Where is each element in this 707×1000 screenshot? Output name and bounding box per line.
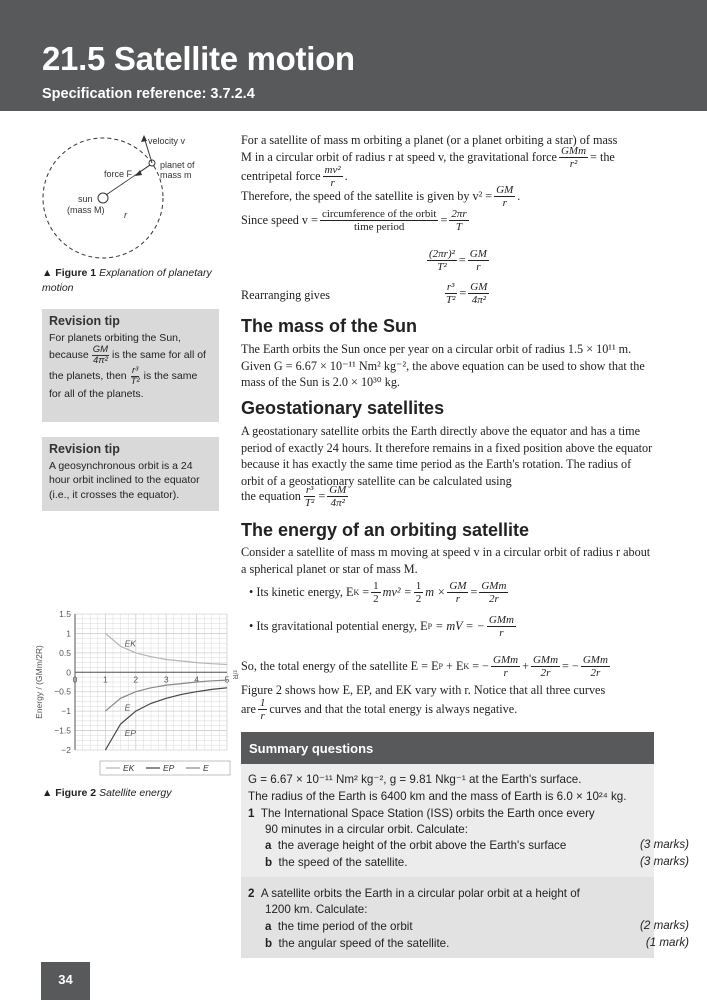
curves-line <box>241 697 517 722</box>
tip1-gm-fraction <box>92 345 109 366</box>
speed-2pir-den: T <box>455 221 463 233</box>
geo-left-num: r³ <box>305 484 314 496</box>
geostationary-equation <box>241 484 350 509</box>
tip1-r3: r³ <box>131 365 139 376</box>
series-label-ek: EK <box>124 638 136 649</box>
ke-m: m × <box>425 585 446 599</box>
te-f2-num: GMm <box>532 654 559 666</box>
eq1-right-fraction <box>468 248 489 273</box>
y-tick-label: 0.5 <box>59 647 71 658</box>
te-plus: + <box>522 659 529 673</box>
revision-tip-1-title: Revision tip <box>49 314 120 328</box>
speed-circ-den: time period <box>354 221 405 233</box>
intro-line-4b: . <box>517 189 521 203</box>
ke-gmm-2r-den: 2r <box>489 593 499 605</box>
question-2b <box>265 936 449 952</box>
speed-circ-fraction <box>320 208 439 233</box>
tip1-same-all: is the same for all of <box>112 349 206 362</box>
question-1-text-2: 90 minutes in a circular orbit. Calculate: <box>265 823 468 836</box>
te-eq: = − <box>472 659 490 673</box>
legend-label-ep: EP <box>163 763 175 773</box>
ke-eq: = <box>362 585 370 599</box>
question-2a-label: a <box>265 920 272 933</box>
speed-sq-den: r <box>502 197 507 209</box>
speed-circ-num: circumference of the orbit <box>321 208 437 220</box>
figure-1-caption-text: Explanation of planetary motion <box>42 267 212 294</box>
tip1-row3 <box>49 366 212 387</box>
te-sub1: P <box>438 662 443 671</box>
speed-2pir-num: 2πr <box>451 208 467 220</box>
heading-mass-of-sun: The mass of the Sun <box>241 316 418 336</box>
geo-right-fraction <box>327 484 348 509</box>
given-constants: G = 6.67 × 10⁻¹¹ Nm² kg⁻², g = 9.81 Nkg⁻¹ at the Earth's surface. <box>248 773 582 786</box>
geo-left-fraction <box>303 484 316 509</box>
x-tick-label: 2 <box>133 674 139 685</box>
revision-tip-2 <box>42 437 219 511</box>
y-axis-label: Energy / (GMm/2R) <box>34 645 44 719</box>
radius-label: r <box>124 210 127 220</box>
figure-2-caption-text: Satellite energy <box>99 787 172 799</box>
geostationary-text: A geostationary satellite orbits the Earth directly above the equator and has a time period of exactly 24 hours. It therefore remains in a fixed position above the equator because it has exactly the same time period as the Earth's rotation. The radius of orbit of a geostationary satellite can be calculated using <box>241 424 653 488</box>
question-1b-marks: (3 marks) <box>640 855 689 868</box>
legend-label-e: E <box>203 763 209 773</box>
tip1-row2 <box>49 345 212 366</box>
ke-gm-r-num: GM <box>449 580 467 592</box>
te-f2 <box>531 654 560 679</box>
one-over-r <box>258 697 268 722</box>
te-f2-den: 2r <box>540 667 551 679</box>
speed-2pir-fraction <box>449 208 468 233</box>
te-sub2: K <box>463 662 470 671</box>
question-2 <box>248 886 580 902</box>
geo-eq-sign: = <box>318 489 326 503</box>
speed-sq-fraction <box>494 184 515 209</box>
x-tick-label: 0 <box>72 674 78 685</box>
geo-left-den: T² <box>304 497 315 509</box>
intro-line-5 <box>241 208 471 233</box>
ke-half-1-den: 2 <box>373 593 379 605</box>
question-1-number: 1 <box>248 807 255 820</box>
speed-eq-sign: = <box>440 213 448 227</box>
y-tick-label: −2 <box>61 745 71 755</box>
tip1-gm-num: GM <box>92 344 109 355</box>
eq1-eq-sign: = <box>458 253 466 267</box>
tip1-last: for all of the planets. <box>49 388 144 400</box>
geo-eq-prefix: the equation <box>241 489 301 503</box>
page-header <box>0 0 707 111</box>
spec-reference: Specification reference: 3.7.2.4 <box>42 86 255 102</box>
tip1-planets-then: the planets, then <box>49 370 127 383</box>
figure-2-caption <box>42 786 171 801</box>
intro-line-4 <box>241 184 520 209</box>
sun-label: sun <box>78 194 93 204</box>
pe-num: GMm <box>488 614 514 626</box>
figure-2-label: ▲ Figure 2 <box>42 787 97 799</box>
intro-line-1: For a satellite of mass m orbiting a planet (or a planet orbiting a star) of mass <box>241 133 618 147</box>
x-tick-label: 1 <box>103 674 108 685</box>
force-label: force F <box>104 169 133 179</box>
eq1-right-den: r <box>476 261 481 273</box>
eq2-eq-sign: = <box>459 286 467 300</box>
eq2-left-fraction <box>444 281 457 306</box>
figure-1-caption <box>42 266 222 296</box>
intro-line-2b: = the <box>590 150 615 164</box>
ke-half-1-num: 1 <box>373 580 379 592</box>
question-1b-label: b <box>265 856 273 869</box>
series-label-ep: EP <box>124 727 136 738</box>
tip1-because: because <box>49 349 89 362</box>
total-energy-line <box>241 654 612 679</box>
ke-half-2-den: 2 <box>415 593 422 605</box>
equation-1 <box>425 248 491 273</box>
ke-mv: mv² = <box>382 585 412 599</box>
question-1-text: The International Space Station (ISS) orbits the Earth once every <box>260 807 595 820</box>
grav-force-fraction <box>559 145 588 170</box>
velocity-arrowhead <box>141 135 147 142</box>
y-tick-label: 1 <box>66 628 71 639</box>
pe-den: r <box>499 627 504 639</box>
geo-right-den: 4π² <box>330 497 345 509</box>
ke-half-2-num: 1 <box>415 580 422 592</box>
question-2b-marks: (1 mark) <box>645 936 689 949</box>
eq2-right-den: 4π² <box>471 294 486 306</box>
eq2-right-num: GM <box>470 281 488 293</box>
question-2-text-2: 1200 km. Calculate: <box>265 903 368 916</box>
x-tick-label: 5 <box>224 674 230 685</box>
eq2-left-num: r³ <box>446 281 455 293</box>
potential-energy-bullet <box>249 614 518 639</box>
energy-intro-text: Consider a satellite of mass m moving at speed v in a circular orbit of radius r about a spherical planet or star of mass M. <box>241 545 651 576</box>
summary-heading: Summary questions <box>241 732 654 764</box>
intro-line-5a: Since speed v = <box>241 213 318 227</box>
eq1-left-num: (2πr)² <box>429 248 455 260</box>
rearranging-text: Rearranging gives <box>241 288 331 302</box>
question-1a-marks: (3 marks) <box>640 838 689 851</box>
pe-eq: = mV = − <box>435 619 485 633</box>
te-f1-num: GMm <box>493 654 519 666</box>
intro-line-3a: centripetal force <box>241 169 321 183</box>
planet-label: planet of <box>160 160 195 170</box>
pe-sub: P <box>427 622 433 631</box>
given-earth: The radius of the Earth is 6400 km and the mass of Earth is 6.0 × 10²⁴ kg. <box>248 790 627 803</box>
mass-of-sun-text: The Earth orbits the Sun once per year on a circular orbit of radius 1.5 × 10¹¹ m. Given G = 6.67 × 10⁻¹¹ Nm² kg⁻², the above equation can be used to show that the mass of the Sun is 2.0 × 10³⁰ kg. <box>241 342 645 389</box>
question-2b-label: b <box>265 937 273 950</box>
page-number: 34 <box>41 962 90 1000</box>
geo-right-num: GM <box>329 484 347 496</box>
planet-mass-label: mass m <box>160 170 192 180</box>
speed-sq-num: GM <box>496 184 514 196</box>
figure-2-description: Figure 2 shows how E, EP, and EK vary with r. Notice that all three curves <box>241 683 606 697</box>
y-tick-label: −1 <box>61 706 71 717</box>
tip1-r3t2-fraction <box>130 366 141 387</box>
intro-line-3b: . <box>344 169 348 183</box>
ke-half-1 <box>371 580 381 605</box>
ke-gm-r <box>447 580 468 605</box>
figure-2-energy-chart <box>30 606 240 784</box>
equation-2 <box>442 281 491 306</box>
te-f3-num: GMm <box>582 654 608 666</box>
te-f3-den: 2r <box>590 667 601 679</box>
tip1-is-same: is the same <box>143 370 198 383</box>
te-eq2: = − <box>562 659 579 673</box>
revision-tip-2-text: A geosynchronous orbit is a 24 hour orbit inclined to the equator (i.e., it crosses the equator). <box>49 459 200 501</box>
te-label: So, the total energy of the satellite E = E <box>241 659 439 673</box>
sun-mass-label: (mass M) <box>67 205 105 215</box>
te-f1-den: r <box>503 667 508 679</box>
grav-force-den: r² <box>569 158 578 170</box>
ke-half-2 <box>414 580 424 605</box>
ke-gmm-2r <box>479 580 508 605</box>
ke-gm-r-den: r <box>455 593 461 605</box>
ke-label: • Its kinetic energy, E <box>249 585 354 599</box>
question-2a-marks: (2 marks) <box>640 919 689 932</box>
one-over-r-den: r <box>260 710 265 722</box>
pe-fraction <box>487 614 516 639</box>
legend-label-ek: EK <box>123 763 135 773</box>
ke-gmm-2r-num: GMm <box>481 580 507 592</box>
question-2a-text: the time period of the orbit <box>277 920 413 933</box>
question-2b-text: the angular speed of the satellite. <box>278 937 450 950</box>
te-f1 <box>491 654 520 679</box>
revision-tip-2-title: Revision tip <box>49 442 120 456</box>
tip1-line1: For planets orbiting the Sun, <box>49 331 181 344</box>
one-over-r-num: 1 <box>259 697 266 709</box>
page-title: 21.5 Satellite motion <box>42 40 355 77</box>
intro-line-2a: M in a circular orbit of radius r at speed v, the gravitational force <box>241 150 557 164</box>
grav-force-num: GMm <box>560 145 587 157</box>
series-label-e: E <box>124 702 131 713</box>
question-1 <box>248 806 595 822</box>
are-text: are <box>241 702 256 716</box>
ke-eq2: = <box>470 585 478 599</box>
y-tick-label: 1.5 <box>59 609 71 619</box>
question-2-text: A satellite orbits the Earth in a circular polar orbit at a height of <box>260 887 580 900</box>
revision-tip-1 <box>42 309 219 422</box>
y-tick-label: −1.5 <box>54 725 71 736</box>
y-tick-label: 0 <box>66 667 71 678</box>
x-tick-label: 4 <box>194 674 199 685</box>
velocity-label: velocity v <box>148 136 186 146</box>
question-1a-text: the average height of the orbit above the Earth's surface <box>277 839 567 852</box>
y-tick-label: −0.5 <box>54 686 71 697</box>
eq1-left-fraction <box>427 248 457 273</box>
intro-line-4a: Therefore, the speed of the satellite is given by v² = <box>241 189 493 203</box>
centripetal-den: r <box>330 177 335 189</box>
eq1-right-num: GM <box>469 248 487 260</box>
question-1b <box>265 855 407 871</box>
eq2-right-fraction <box>468 281 489 306</box>
eq2-left-den: T² <box>446 294 456 306</box>
tip1-gm-den: 4π² <box>92 355 108 366</box>
centripetal-num: mv² <box>324 164 341 176</box>
question-2-number: 2 <box>248 887 255 900</box>
te-mid: + E <box>446 659 464 673</box>
question-2a <box>265 919 413 935</box>
question-1a <box>265 838 566 854</box>
x-axis-label: r/R <box>231 670 238 680</box>
te-f3 <box>581 654 610 679</box>
kinetic-energy-bullet <box>249 580 510 605</box>
question-1b-text: the speed of the satellite. <box>278 856 408 869</box>
x-tick-label: 3 <box>163 674 169 685</box>
heading-geostationary: Geostationary satellites <box>241 398 445 418</box>
tip1-t2: T² <box>130 376 140 387</box>
question-1a-label: a <box>265 839 272 852</box>
figure-1-label: ▲ Figure 1 <box>42 267 97 279</box>
heading-energy: The energy of an orbiting satellite <box>241 520 530 540</box>
are-rest: curves and that the total energy is always negative. <box>269 702 518 716</box>
pe-label: • Its gravitational potential energy, E <box>249 619 428 633</box>
ke-sub: K <box>353 588 360 597</box>
eq1-left-den: T² <box>437 261 447 273</box>
figure-1-orbit-diagram <box>40 130 220 265</box>
